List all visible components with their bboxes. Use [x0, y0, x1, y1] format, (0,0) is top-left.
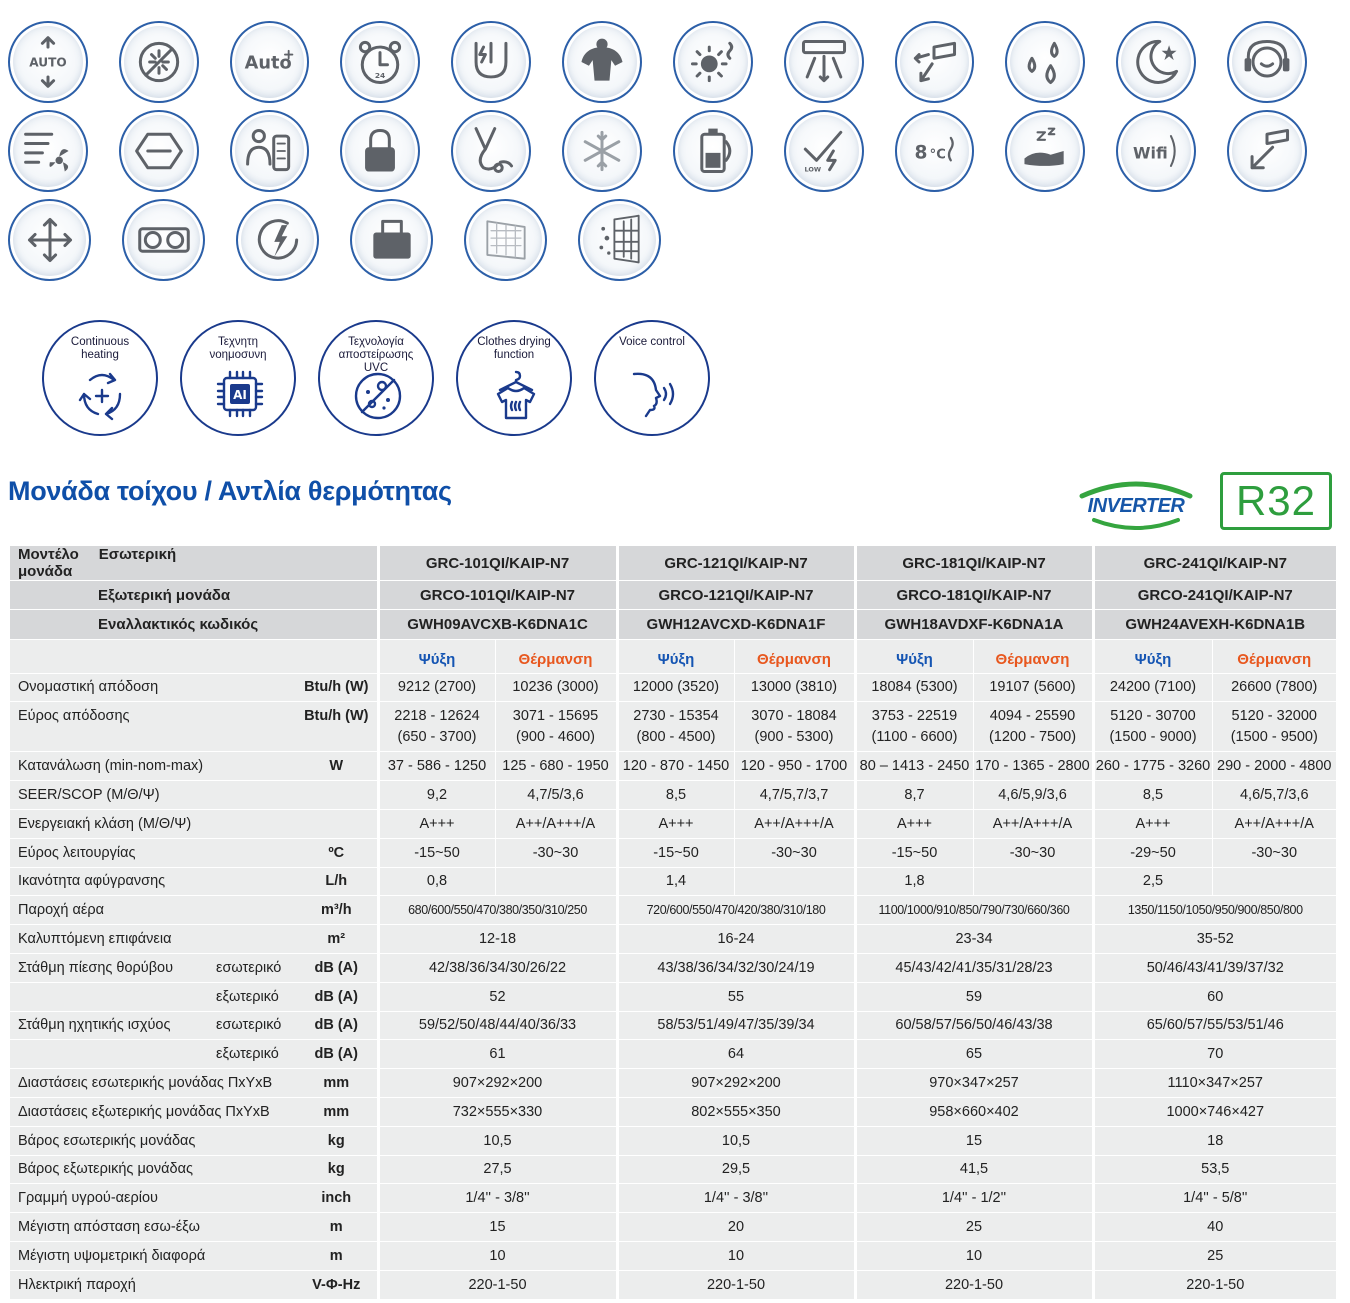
cell: 680/600/550/470/380/350/310/250	[378, 896, 617, 925]
cell: 12-18	[378, 925, 617, 954]
cell: 1100/1000/910/850/790/730/660/360	[855, 896, 1093, 925]
cell: 4,6/5,9/3,6	[973, 781, 1093, 810]
row-power	[10, 752, 1336, 781]
row-label: Καλυπτόμενη επιφάνεια	[10, 925, 296, 954]
row-unit: dB (A)	[296, 1040, 378, 1069]
cell: 802×555×350	[617, 1097, 855, 1126]
cell: 220-1-50	[617, 1270, 855, 1299]
cell: 45/43/42/41/35/31/28/23	[855, 953, 1093, 982]
cell: (1200 - 7500)	[988, 728, 1077, 745]
cell: 260 - 1775 - 3260	[1093, 752, 1212, 781]
cell: 61	[378, 1040, 617, 1069]
mode-heat: Θέρμανση	[1212, 639, 1336, 673]
cell: 2,5	[1093, 867, 1212, 896]
cell: 26600 (7800)	[1212, 673, 1336, 702]
row-power-supply	[10, 1270, 1336, 1299]
sun-icon	[673, 21, 753, 103]
cell: 20	[617, 1213, 855, 1242]
outdoor-model: GRCO-181QI/KAIP-N7	[855, 581, 1093, 610]
hidden-display-icon	[350, 199, 433, 281]
swing-icon	[784, 21, 864, 103]
row-max-height	[10, 1241, 1336, 1270]
header-alt-row	[10, 610, 1336, 639]
cell: -30~30	[973, 838, 1093, 867]
cell: (650 - 3700)	[397, 728, 477, 745]
cell: 220-1-50	[855, 1270, 1093, 1299]
row-unit: dB (A)	[296, 1011, 378, 1040]
cell: 10	[855, 1241, 1093, 1270]
cell: 970×347×257	[855, 1069, 1093, 1098]
cell	[973, 867, 1093, 896]
cell: 80 – 1413 - 2450	[855, 752, 973, 781]
cell	[1212, 867, 1336, 896]
cell: 8,7	[855, 781, 973, 810]
outdoor-label: Εξωτερική μονάδα	[10, 581, 378, 610]
row-label: Μέγιστη υψομετρική διαφορά	[10, 1241, 296, 1270]
row-unit: ºC	[296, 838, 378, 867]
mode-cool: Ψύξη	[617, 639, 734, 673]
4d-airflow-icon	[8, 199, 91, 281]
cell: (800 - 4500)	[636, 728, 716, 745]
row-weight-outdoor	[10, 1155, 1336, 1184]
row-label: Στάθμη ηχητικής ισχύος	[10, 1011, 206, 1040]
row-label: Κατανάλωση (min-nom-max)	[10, 752, 296, 781]
sleep-mode-icon	[1116, 21, 1196, 103]
cell: -15~50	[855, 838, 973, 867]
clothes-drying-badge	[456, 320, 572, 436]
row-label: Μέγιστη απόσταση εσω-έξω	[10, 1213, 296, 1242]
quick-start-icon	[236, 199, 319, 281]
direction-icon	[1227, 110, 1307, 192]
cell: 3753 - 22519	[871, 707, 958, 724]
cell: 53,5	[1093, 1155, 1336, 1184]
row-label: Εύρος λειτουργίας	[10, 838, 296, 867]
cell: A++/A+++/A	[1212, 809, 1336, 838]
cell: 4094 - 25590	[989, 707, 1076, 724]
cell: 958×660×402	[855, 1097, 1093, 1126]
humidity-icon	[1005, 21, 1085, 103]
row-unit: Btu/h (W)	[296, 673, 378, 702]
child-lock-icon	[340, 110, 420, 192]
cell: 10,5	[617, 1126, 855, 1155]
cell: 41,5	[855, 1155, 1093, 1184]
svg-text:LOW: LOW	[804, 165, 821, 174]
cell: 8,5	[617, 781, 734, 810]
row-unit: mm	[296, 1069, 378, 1098]
alt-code-label: Εναλλακτικός κωδικός	[10, 610, 378, 639]
r32-text: R32	[1235, 477, 1317, 524]
row-sublabel: εξωτερικό	[206, 982, 296, 1011]
r32-logo	[1220, 472, 1332, 530]
row-label: Διαστάσεις εσωτερικής μονάδας ΠxΥxΒ	[10, 1069, 296, 1098]
badge-label: Τεχνολογία αποστείρωσης UVC	[338, 336, 414, 374]
cell: 1/4'' - 1/2''	[855, 1184, 1093, 1213]
cell: (1100 - 6600)	[871, 728, 958, 745]
multi-filter-icon	[578, 199, 661, 281]
cell: 59	[855, 982, 1093, 1011]
cell: (900 - 5300)	[754, 728, 834, 745]
cell: 5120 - 32000	[1231, 707, 1317, 724]
row-sound-power-indoor	[10, 1011, 1336, 1040]
ifeel-remote-icon	[230, 110, 310, 192]
feature-icons	[8, 21, 1338, 288]
row-label: Ονομαστική απόδοση	[10, 673, 296, 702]
row-label: Ηλεκτρική παροχή	[10, 1270, 296, 1299]
row-unit: kg	[296, 1126, 378, 1155]
page-title: Μονάδα τοίχου / Αντλία θερμότητας	[8, 476, 452, 506]
sleep-comfort-icon	[1005, 110, 1085, 192]
cell: 1000×746×427	[1093, 1097, 1336, 1126]
cell: 24200 (7100)	[1093, 673, 1212, 702]
modes-row	[10, 639, 1336, 673]
cell: 907×292×200	[617, 1069, 855, 1098]
feature-badges	[42, 320, 732, 436]
cell: A+++	[378, 809, 495, 838]
mode-cool: Ψύξη	[1093, 639, 1212, 673]
self-clean-icon	[451, 110, 531, 192]
row-sublabel: εσωτερικό	[206, 1011, 296, 1040]
row-seer	[10, 781, 1336, 810]
cell: -15~50	[378, 838, 495, 867]
row-unit: kg	[296, 1155, 378, 1184]
cell: 55	[617, 982, 855, 1011]
row-unit: L/h	[296, 867, 378, 896]
indoor-model: GRC-181QI/KAIP-N7	[855, 546, 1093, 581]
timer-24h-icon	[340, 21, 420, 103]
cell	[734, 867, 855, 896]
cell: -30~30	[1212, 838, 1336, 867]
cell: 18084 (5300)	[855, 673, 973, 702]
recycle-arrows-icon	[72, 364, 132, 424]
mode-heat: Θέρμανση	[734, 639, 855, 673]
row-unit: m³/h	[296, 896, 378, 925]
cell: 3070 - 18084	[751, 707, 837, 724]
voice-face-icon	[624, 364, 684, 424]
row-dimensions-indoor	[10, 1069, 1336, 1098]
outdoor-model: GRCO-101QI/KAIP-N7	[378, 581, 617, 610]
row-sound-pressure-indoor	[10, 953, 1336, 982]
cell: 37 - 586 - 1250	[378, 752, 495, 781]
mode-cool: Ψύξη	[378, 639, 495, 673]
svg-text:°C: °C	[930, 147, 947, 163]
cell: 65	[855, 1040, 1093, 1069]
row-max-distance	[10, 1213, 1336, 1242]
cell: 732×555×330	[378, 1097, 617, 1126]
indoor-model: GRC-121QI/KAIP-N7	[617, 546, 855, 581]
row-unit: m	[296, 1241, 378, 1270]
model-label: Μοντέλο	[18, 546, 79, 563]
row-weight-indoor	[10, 1126, 1336, 1155]
svg-text:AI: AI	[233, 388, 247, 402]
auto-mode-icon	[8, 21, 88, 103]
cell: 12000 (3520)	[617, 673, 734, 702]
cell: 25	[1093, 1241, 1336, 1270]
cell: 5120 - 30700	[1110, 707, 1196, 724]
cell: 125 - 680 - 1950	[495, 752, 617, 781]
cell: 70	[1093, 1040, 1336, 1069]
cell: 60	[1093, 982, 1336, 1011]
svg-text:INVERTER: INVERTER	[1087, 495, 1185, 517]
cell: A++/A+++/A	[495, 809, 617, 838]
row-range	[10, 702, 1336, 752]
cell: 1,8	[855, 867, 973, 896]
row-label: Ενεργειακή κλάση (Μ/Θ/Ψ)	[10, 809, 296, 838]
row-nominal	[10, 673, 1336, 702]
outdoor-model: GRCO-241QI/KAIP-N7	[1093, 581, 1336, 610]
cell: 4,7/5,7/3,7	[734, 781, 855, 810]
header-indoor-row	[10, 546, 1336, 581]
row-unit: V-Φ-Hz	[296, 1270, 378, 1299]
cell: 27,5	[378, 1155, 617, 1184]
ai-badge	[180, 320, 296, 436]
8c-heating-icon	[895, 110, 975, 192]
wifi-icon	[1116, 110, 1196, 192]
mode-heat: Θέρμανση	[973, 639, 1093, 673]
cell: 2218 - 12624	[394, 707, 480, 724]
row-unit: dB (A)	[296, 953, 378, 982]
cell: 9,2	[378, 781, 495, 810]
cell: (1500 - 9000)	[1109, 728, 1197, 745]
row-area	[10, 925, 1336, 954]
alt-code: GWH09AVCXB-K6DNA1C	[378, 610, 617, 639]
cell: 3071 - 15695	[512, 707, 599, 724]
continuous-heating-badge	[42, 320, 158, 436]
cell: 9212 (2700)	[378, 673, 495, 702]
cell: 1/4'' - 3/8''	[617, 1184, 855, 1213]
row-unit: W	[296, 752, 378, 781]
cell: A+++	[855, 809, 973, 838]
cell: 64	[617, 1040, 855, 1069]
mode-heat: Θέρμανση	[495, 639, 617, 673]
cell: 50/46/43/41/39/37/32	[1093, 953, 1336, 982]
cell	[495, 867, 617, 896]
cell: (900 - 4600)	[516, 728, 595, 745]
cell: -15~50	[617, 838, 734, 867]
cell: 65/60/57/55/53/51/46	[1093, 1011, 1336, 1040]
battery-memory-icon	[673, 110, 753, 192]
row-dehumidification	[10, 867, 1336, 896]
cell: 120 - 870 - 1450	[617, 752, 734, 781]
cell: 23-34	[855, 925, 1093, 954]
mode-cool: Ψύξη	[855, 639, 973, 673]
row-pipe	[10, 1184, 1336, 1213]
cell: 19107 (5600)	[973, 673, 1093, 702]
row-operating-range	[10, 838, 1336, 867]
air-direction-icon	[895, 21, 975, 103]
cell: 1/4'' - 3/8''	[378, 1184, 617, 1213]
cell: 0,8	[378, 867, 495, 896]
row-label: Διαστάσεις εξωτερικής μονάδας ΠxΥxΒ	[10, 1097, 296, 1126]
cell: 1110×347×257	[1093, 1069, 1336, 1098]
cell: A++/A+++/A	[734, 809, 855, 838]
cell: 170 - 1365 - 2800	[973, 752, 1093, 781]
cell: 720/600/550/470/420/380/310/180	[617, 896, 855, 925]
dual-fan-icon	[122, 199, 205, 281]
cell: 18	[1093, 1126, 1336, 1155]
cell: 15	[855, 1126, 1093, 1155]
outdoor-model: GRCO-121QI/KAIP-N7	[617, 581, 855, 610]
snowflake-icon	[562, 110, 642, 192]
indoor-model: GRC-241QI/KAIP-N7	[1093, 546, 1336, 581]
cell: 4,6/5,7/3,6	[1212, 781, 1336, 810]
cell: -30~30	[495, 838, 617, 867]
cell: 10	[378, 1241, 617, 1270]
row-airflow	[10, 896, 1336, 925]
cell: 40	[1093, 1213, 1336, 1242]
svg-text:Wifi: Wifi	[1133, 143, 1168, 163]
cell: A+++	[1093, 809, 1212, 838]
row-unit: m	[296, 1213, 378, 1242]
alt-code: GWH12AVCXD-K6DNA1F	[617, 610, 855, 639]
cell: 1350/1150/1050/950/900/850/800	[1093, 896, 1336, 925]
indoor-label: Εσωτερική μονάδα	[18, 546, 177, 580]
row-unit: mm	[296, 1097, 378, 1126]
cell: A++/A+++/A	[973, 809, 1093, 838]
cell: 220-1-50	[1093, 1270, 1336, 1299]
row-label: Βάρος εξωτερικής μονάδας	[10, 1155, 296, 1184]
row-unit: m²	[296, 925, 378, 954]
row-label: Ικανότητα αφύγρανσης	[10, 867, 296, 896]
shirt-drying-icon	[486, 364, 546, 424]
cell: 8,5	[1093, 781, 1212, 810]
spec-table	[10, 546, 1336, 1300]
row-label: Βάρος εσωτερικής μονάδας	[10, 1126, 296, 1155]
cell: 15	[378, 1213, 617, 1242]
cell: 43/38/36/34/32/30/24/19	[617, 953, 855, 982]
cell: 42/38/36/34/30/26/22	[378, 953, 617, 982]
svg-text:Auto: Auto	[244, 53, 292, 74]
svg-text:24: 24	[375, 70, 386, 80]
cell: 4,7/5/3,6	[495, 781, 617, 810]
fan-speed-icon	[8, 110, 88, 192]
row-unit: Btu/h (W)	[296, 702, 378, 752]
indoor-model: GRC-101QI/KAIP-N7	[378, 546, 617, 581]
badge-label: Clothes drying function	[477, 336, 551, 361]
cell: 58/53/51/49/47/35/39/34	[617, 1011, 855, 1040]
cell: 59/52/50/48/44/40/36/33	[378, 1011, 617, 1040]
self-diagnosis-icon	[451, 21, 531, 103]
voice-control-badge	[594, 320, 710, 436]
row-sound-power-outdoor	[10, 1040, 1336, 1069]
cell: 25	[855, 1213, 1093, 1242]
auto-icon	[230, 21, 310, 103]
cell: 1,4	[617, 867, 734, 896]
cell: 35-52	[1093, 925, 1336, 954]
anti-mildew-icon	[119, 21, 199, 103]
cell: (1500 - 9500)	[1230, 728, 1318, 745]
cell: -29~50	[1093, 838, 1212, 867]
cell: 60/58/57/56/50/46/43/38	[855, 1011, 1093, 1040]
row-label: Παροχή αέρα	[10, 896, 296, 925]
row-label: Γραμμή υγρού-αερίου	[10, 1184, 296, 1213]
alt-code: GWH18AVDXF-K6DNA1A	[855, 610, 1093, 639]
badge-label: Voice control	[619, 336, 685, 348]
badge-label: Continuous heating	[70, 336, 130, 361]
row-label: Στάθμη πίεσης θορύβου	[10, 953, 206, 982]
cell: 52	[378, 982, 617, 1011]
row-energy-class	[10, 809, 1336, 838]
row-sublabel: εξωτερικό	[206, 1040, 296, 1069]
cell: 120 - 950 - 1700	[734, 752, 855, 781]
cell: 10,5	[378, 1126, 617, 1155]
svg-text:8: 8	[914, 142, 928, 164]
turbo-icon	[562, 21, 642, 103]
row-sound-pressure-outdoor	[10, 982, 1336, 1011]
row-dimensions-outdoor	[10, 1097, 1336, 1126]
cell: 907×292×200	[378, 1069, 617, 1098]
cell: 10	[617, 1241, 855, 1270]
row-unit: dB (A)	[296, 982, 378, 1011]
cell: A+++	[617, 809, 734, 838]
cell: 13000 (3810)	[734, 673, 855, 702]
row-label: Εύρος απόδοσης	[10, 702, 296, 752]
cell: 10236 (3000)	[495, 673, 617, 702]
filter-icon	[464, 199, 547, 281]
cell: 290 - 2000 - 4800	[1212, 752, 1336, 781]
cell: 220-1-50	[378, 1270, 617, 1299]
cell: -30~30	[734, 838, 855, 867]
cell: 29,5	[617, 1155, 855, 1184]
uvc-badge	[318, 320, 434, 436]
low-voltage-icon	[784, 110, 864, 192]
row-sublabel: εσωτερικό	[206, 953, 296, 982]
minus-icon	[119, 110, 199, 192]
svg-text:AUTO: AUTO	[29, 55, 67, 70]
cell: 1/4'' - 5/8''	[1093, 1184, 1336, 1213]
quiet-mode-icon	[1227, 21, 1307, 103]
badge-label: Τεχνητη νοημοσυνη	[209, 336, 267, 361]
header-outdoor-row	[10, 581, 1336, 610]
ai-chip-icon	[210, 364, 270, 424]
uvc-sterilization-icon	[348, 364, 408, 424]
row-unit: inch	[296, 1184, 378, 1213]
inverter-logo	[1072, 478, 1200, 530]
cell: 16-24	[617, 925, 855, 954]
row-label: SEER/SCOP (Μ/Θ/Ψ)	[10, 781, 296, 810]
cell: 2730 - 15354	[633, 707, 719, 724]
alt-code: GWH24AVEXH-K6DNA1B	[1093, 610, 1336, 639]
